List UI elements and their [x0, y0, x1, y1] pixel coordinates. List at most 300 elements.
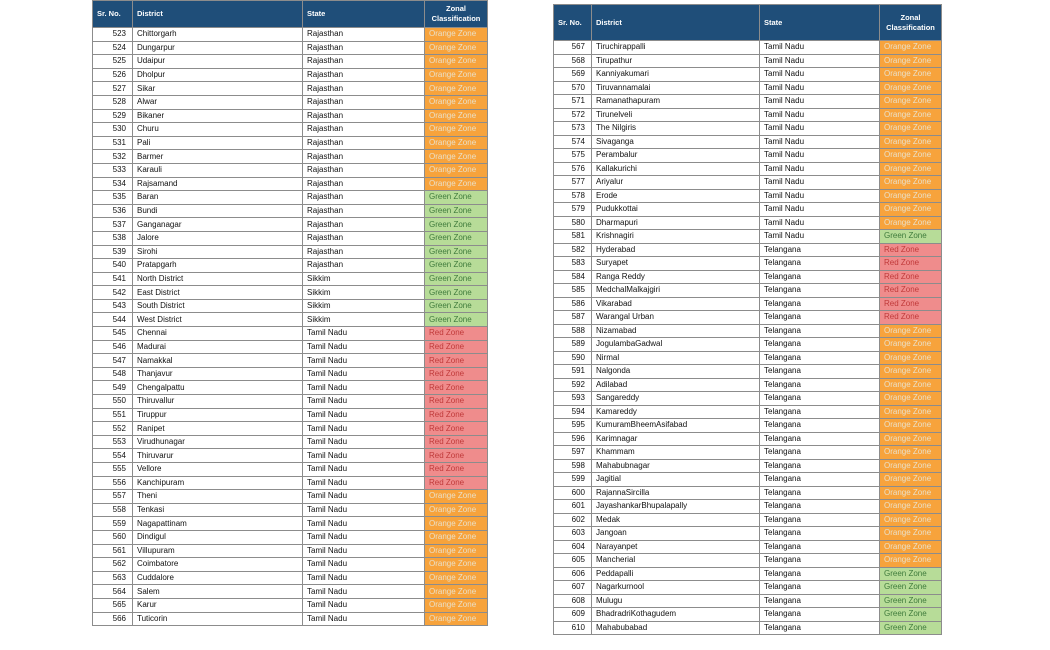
- table-row: [554, 297, 942, 311]
- sr-no-cell: 564: [93, 585, 133, 599]
- zone-cell: Green Zone: [425, 259, 488, 273]
- sr-no-cell: 528: [93, 95, 133, 109]
- district-cell: Nagarkurnool: [592, 581, 760, 595]
- state-cell: Telangana: [760, 500, 880, 514]
- district-cell: Sivaganga: [592, 135, 760, 149]
- table-row: [93, 123, 488, 137]
- zone-cell: Orange Zone: [880, 554, 942, 568]
- sr-no-cell: 532: [93, 150, 133, 164]
- zone-cell: Green Zone: [425, 299, 488, 313]
- header-district: District: [133, 1, 303, 28]
- table-row: [93, 28, 488, 42]
- header-state: State: [760, 5, 880, 41]
- sr-no-cell: 560: [93, 530, 133, 544]
- table-row: [554, 149, 942, 163]
- district-cell: Jalore: [133, 231, 303, 245]
- table-row: [554, 270, 942, 284]
- zone-cell: Green Zone: [425, 313, 488, 327]
- table-row: [93, 136, 488, 150]
- sr-no-cell: 536: [93, 204, 133, 218]
- state-cell: Tamil Nadu: [760, 203, 880, 217]
- table-row: [554, 216, 942, 230]
- sr-no-cell: 525: [93, 55, 133, 69]
- table-row: [554, 54, 942, 68]
- district-cell: Coimbatore: [133, 558, 303, 572]
- sr-no-cell: 579: [554, 203, 592, 217]
- state-cell: Rajasthan: [303, 123, 425, 137]
- sr-no-cell: 602: [554, 513, 592, 527]
- table-row: [554, 432, 942, 446]
- table-row: [93, 218, 488, 232]
- zone-cell: Orange Zone: [880, 203, 942, 217]
- table-row: [554, 189, 942, 203]
- zone-cell: Orange Zone: [425, 55, 488, 69]
- table-row: [554, 621, 942, 635]
- state-cell: Sikkim: [303, 299, 425, 313]
- district-cell: JayashankarBhupalapally: [592, 500, 760, 514]
- state-cell: Telangana: [760, 432, 880, 446]
- state-cell: Telangana: [760, 540, 880, 554]
- zone-cell: Green Zone: [880, 581, 942, 595]
- sr-no-cell: 535: [93, 191, 133, 205]
- state-cell: Tamil Nadu: [760, 230, 880, 244]
- table-row: [554, 108, 942, 122]
- table-row: [93, 41, 488, 55]
- zone-cell: Red Zone: [425, 476, 488, 490]
- table-row: [93, 177, 488, 191]
- sr-no-cell: 557: [93, 490, 133, 504]
- district-cell: KumuramBheemAsifabad: [592, 419, 760, 433]
- zone-cell: Red Zone: [880, 243, 942, 257]
- table-row: [554, 95, 942, 109]
- sr-no-cell: 524: [93, 41, 133, 55]
- zone-cell: Red Zone: [425, 463, 488, 477]
- state-cell: Rajasthan: [303, 163, 425, 177]
- table-row: [554, 257, 942, 271]
- state-cell: Telangana: [760, 378, 880, 392]
- district-cell: Jagitial: [592, 473, 760, 487]
- district-cell: Perambalur: [592, 149, 760, 163]
- state-cell: Tamil Nadu: [760, 54, 880, 68]
- table-row: [554, 581, 942, 595]
- district-cell: Tirunelveli: [592, 108, 760, 122]
- state-cell: Tamil Nadu: [303, 503, 425, 517]
- table-row: [554, 81, 942, 95]
- table-header-row: [93, 1, 488, 28]
- table-row: [554, 405, 942, 419]
- sr-no-cell: 552: [93, 422, 133, 436]
- state-cell: Tamil Nadu: [760, 41, 880, 55]
- zone-cell: Orange Zone: [880, 486, 942, 500]
- district-cell: Barmer: [133, 150, 303, 164]
- state-cell: Rajasthan: [303, 218, 425, 232]
- district-cell: Vellore: [133, 463, 303, 477]
- district-cell: Churu: [133, 123, 303, 137]
- table-row: [93, 340, 488, 354]
- state-cell: Telangana: [760, 270, 880, 284]
- zone-cell: Orange Zone: [880, 338, 942, 352]
- sr-no-cell: 554: [93, 449, 133, 463]
- sr-no-cell: 523: [93, 28, 133, 42]
- sr-no-cell: 553: [93, 435, 133, 449]
- district-cell: Bundi: [133, 204, 303, 218]
- zone-cell: Orange Zone: [880, 351, 942, 365]
- table-row: [554, 392, 942, 406]
- header-zonal-classification: Zonal Classification: [880, 5, 942, 41]
- sr-no-cell: 561: [93, 544, 133, 558]
- state-cell: Telangana: [760, 338, 880, 352]
- zone-cell: Orange Zone: [880, 419, 942, 433]
- district-cell: Mulugu: [592, 594, 760, 608]
- district-cell: Ranga Reddy: [592, 270, 760, 284]
- table-row: [93, 163, 488, 177]
- state-cell: Rajasthan: [303, 68, 425, 82]
- sr-no-cell: 588: [554, 324, 592, 338]
- table-row: [93, 463, 488, 477]
- state-cell: Tamil Nadu: [303, 598, 425, 612]
- district-cell: East District: [133, 286, 303, 300]
- zone-cell: Red Zone: [425, 422, 488, 436]
- district-cell: Tiruvannamalai: [592, 81, 760, 95]
- state-cell: Rajasthan: [303, 231, 425, 245]
- table-row: [554, 378, 942, 392]
- district-cell: Pratapgarh: [133, 259, 303, 273]
- district-cell: Theni: [133, 490, 303, 504]
- state-cell: Telangana: [760, 567, 880, 581]
- state-cell: Telangana: [760, 311, 880, 325]
- zone-cell: Orange Zone: [880, 135, 942, 149]
- sr-no-cell: 608: [554, 594, 592, 608]
- zone-cell: Green Zone: [880, 230, 942, 244]
- district-cell: Dindigul: [133, 530, 303, 544]
- sr-no-cell: 539: [93, 245, 133, 259]
- sr-no-cell: 565: [93, 598, 133, 612]
- sr-no-cell: 547: [93, 354, 133, 368]
- table-row: [554, 324, 942, 338]
- state-cell: Tamil Nadu: [303, 327, 425, 341]
- sr-no-cell: 585: [554, 284, 592, 298]
- state-cell: Tamil Nadu: [760, 149, 880, 163]
- district-cell: Rajsamand: [133, 177, 303, 191]
- district-cell: Ariyalur: [592, 176, 760, 190]
- zone-cell: Red Zone: [425, 395, 488, 409]
- state-cell: Telangana: [760, 486, 880, 500]
- sr-no-cell: 583: [554, 257, 592, 271]
- sr-no-cell: 530: [93, 123, 133, 137]
- zone-cell: Orange Zone: [425, 136, 488, 150]
- table-row: [554, 68, 942, 82]
- district-cell: Tenkasi: [133, 503, 303, 517]
- state-cell: Tamil Nadu: [760, 81, 880, 95]
- table-row: [93, 395, 488, 409]
- zone-cell: Orange Zone: [425, 544, 488, 558]
- state-cell: Rajasthan: [303, 259, 425, 273]
- table-row: [93, 381, 488, 395]
- state-cell: Telangana: [760, 297, 880, 311]
- sr-no-cell: 542: [93, 286, 133, 300]
- zone-cell: Orange Zone: [425, 68, 488, 82]
- sr-no-cell: 573: [554, 122, 592, 136]
- sr-no-cell: 533: [93, 163, 133, 177]
- zone-cell: Orange Zone: [425, 95, 488, 109]
- sr-no-cell: 576: [554, 162, 592, 176]
- sr-no-cell: 610: [554, 621, 592, 635]
- zone-cell: Orange Zone: [425, 28, 488, 42]
- table-row: [554, 527, 942, 541]
- state-cell: Sikkim: [303, 286, 425, 300]
- header-district: District: [592, 5, 760, 41]
- state-cell: Tamil Nadu: [303, 354, 425, 368]
- state-cell: Telangana: [760, 446, 880, 460]
- header-sr-no: Sr. No.: [554, 5, 592, 41]
- sr-no-cell: 606: [554, 567, 592, 581]
- zone-cell: Orange Zone: [880, 513, 942, 527]
- sr-no-cell: 544: [93, 313, 133, 327]
- zone-cell: Orange Zone: [425, 585, 488, 599]
- zone-cell: Orange Zone: [425, 123, 488, 137]
- district-cell: Baran: [133, 191, 303, 205]
- table-row: [93, 558, 488, 572]
- sr-no-cell: 580: [554, 216, 592, 230]
- zone-cell: Orange Zone: [425, 598, 488, 612]
- sr-no-cell: 538: [93, 231, 133, 245]
- zone-cell: Orange Zone: [880, 189, 942, 203]
- sr-no-cell: 550: [93, 395, 133, 409]
- zone-cell: Green Zone: [425, 245, 488, 259]
- district-cell: South District: [133, 299, 303, 313]
- sr-no-cell: 569: [554, 68, 592, 82]
- state-cell: Telangana: [760, 243, 880, 257]
- state-cell: Telangana: [760, 324, 880, 338]
- table-row: [554, 446, 942, 460]
- zone-cell: Orange Zone: [880, 149, 942, 163]
- state-cell: Telangana: [760, 594, 880, 608]
- table-row: [93, 286, 488, 300]
- zone-cell: Orange Zone: [425, 150, 488, 164]
- table-row: [554, 203, 942, 217]
- district-cell: Sikar: [133, 82, 303, 96]
- header-sr-no: Sr. No.: [93, 1, 133, 28]
- table-row: [554, 176, 942, 190]
- district-cell: Suryapet: [592, 257, 760, 271]
- state-cell: Tamil Nadu: [760, 108, 880, 122]
- table-row: [93, 354, 488, 368]
- table-row: [554, 500, 942, 514]
- state-cell: Rajasthan: [303, 95, 425, 109]
- sr-no-cell: 531: [93, 136, 133, 150]
- sr-no-cell: 572: [554, 108, 592, 122]
- state-cell: Rajasthan: [303, 245, 425, 259]
- district-cell: Sangareddy: [592, 392, 760, 406]
- sr-no-cell: 593: [554, 392, 592, 406]
- state-cell: Tamil Nadu: [303, 476, 425, 490]
- sr-no-cell: 570: [554, 81, 592, 95]
- state-cell: Tamil Nadu: [303, 422, 425, 436]
- district-cell: MedchalMalkajgiri: [592, 284, 760, 298]
- table-row: [93, 585, 488, 599]
- state-cell: Tamil Nadu: [303, 585, 425, 599]
- zone-cell: Green Zone: [425, 204, 488, 218]
- zone-cell: Red Zone: [425, 408, 488, 422]
- state-cell: Sikkim: [303, 313, 425, 327]
- sr-no-cell: 545: [93, 327, 133, 341]
- table-row: [93, 435, 488, 449]
- sr-no-cell: 577: [554, 176, 592, 190]
- zone-table-left: [92, 0, 488, 626]
- state-cell: Tamil Nadu: [760, 95, 880, 109]
- sr-no-cell: 584: [554, 270, 592, 284]
- zone-cell: Orange Zone: [425, 490, 488, 504]
- state-cell: Telangana: [760, 351, 880, 365]
- district-cell: BhadradriKothagudem: [592, 608, 760, 622]
- table-row: [554, 540, 942, 554]
- sr-no-cell: 582: [554, 243, 592, 257]
- district-cell: Dharmapuri: [592, 216, 760, 230]
- district-cell: Chennai: [133, 327, 303, 341]
- district-cell: Peddapalli: [592, 567, 760, 581]
- district-cell: Warangal Urban: [592, 311, 760, 325]
- district-cell: Thiruvarur: [133, 449, 303, 463]
- state-cell: Tamil Nadu: [760, 176, 880, 190]
- sr-no-cell: 604: [554, 540, 592, 554]
- district-cell: Tirupathur: [592, 54, 760, 68]
- state-cell: Rajasthan: [303, 136, 425, 150]
- state-cell: Tamil Nadu: [303, 558, 425, 572]
- district-cell: Hyderabad: [592, 243, 760, 257]
- table-row: [554, 122, 942, 136]
- district-cell: Thanjavur: [133, 367, 303, 381]
- sr-no-cell: 607: [554, 581, 592, 595]
- state-cell: Telangana: [760, 621, 880, 635]
- sr-no-cell: 566: [93, 612, 133, 626]
- state-cell: Telangana: [760, 392, 880, 406]
- sr-no-cell: 596: [554, 432, 592, 446]
- zone-cell: Green Zone: [425, 218, 488, 232]
- sr-no-cell: 578: [554, 189, 592, 203]
- district-cell: The Nilgiris: [592, 122, 760, 136]
- district-cell: Chittorgarh: [133, 28, 303, 42]
- district-cell: Mahabubnagar: [592, 459, 760, 473]
- zone-cell: Red Zone: [425, 381, 488, 395]
- sr-no-cell: 555: [93, 463, 133, 477]
- table-row: [554, 41, 942, 55]
- state-cell: Tamil Nadu: [760, 122, 880, 136]
- district-cell: Adilabad: [592, 378, 760, 392]
- district-cell: Vikarabad: [592, 297, 760, 311]
- sr-no-cell: 574: [554, 135, 592, 149]
- sr-no-cell: 598: [554, 459, 592, 473]
- district-cell: Medak: [592, 513, 760, 527]
- state-cell: Telangana: [760, 459, 880, 473]
- zone-cell: Orange Zone: [880, 500, 942, 514]
- table-row: [554, 162, 942, 176]
- table-row: [93, 299, 488, 313]
- district-cell: Nizamabad: [592, 324, 760, 338]
- district-cell: Karauli: [133, 163, 303, 177]
- district-cell: Alwar: [133, 95, 303, 109]
- table-row: [93, 191, 488, 205]
- sr-no-cell: 543: [93, 299, 133, 313]
- table-row: [93, 408, 488, 422]
- district-cell: Chengalpattu: [133, 381, 303, 395]
- district-cell: Narayanpet: [592, 540, 760, 554]
- state-cell: Tamil Nadu: [303, 517, 425, 531]
- zone-cell: Orange Zone: [880, 459, 942, 473]
- zone-cell: Orange Zone: [880, 68, 942, 82]
- zone-cell: Orange Zone: [425, 41, 488, 55]
- state-cell: Tamil Nadu: [303, 544, 425, 558]
- district-cell: Nirmal: [592, 351, 760, 365]
- district-cell: Dholpur: [133, 68, 303, 82]
- zone-cell: Red Zone: [425, 340, 488, 354]
- table-row: [554, 311, 942, 325]
- district-cell: Bikaner: [133, 109, 303, 123]
- district-cell: Villupuram: [133, 544, 303, 558]
- district-cell: Ramanathapuram: [592, 95, 760, 109]
- table-row: [93, 272, 488, 286]
- state-cell: Rajasthan: [303, 204, 425, 218]
- state-cell: Tamil Nadu: [303, 367, 425, 381]
- district-cell: Madurai: [133, 340, 303, 354]
- district-cell: Mahabubabad: [592, 621, 760, 635]
- district-cell: Namakkal: [133, 354, 303, 368]
- table-row: [93, 204, 488, 218]
- sr-no-cell: 540: [93, 259, 133, 273]
- zone-cell: Red Zone: [880, 311, 942, 325]
- table-row: [93, 422, 488, 436]
- sr-no-cell: 581: [554, 230, 592, 244]
- sr-no-cell: 590: [554, 351, 592, 365]
- state-cell: Tamil Nadu: [303, 395, 425, 409]
- zone-cell: Orange Zone: [425, 109, 488, 123]
- district-cell: Nagapattinam: [133, 517, 303, 531]
- district-cell: Nalgonda: [592, 365, 760, 379]
- zone-cell: Orange Zone: [425, 571, 488, 585]
- table-row: [554, 567, 942, 581]
- zone-cell: Orange Zone: [880, 54, 942, 68]
- state-cell: Rajasthan: [303, 55, 425, 69]
- sr-no-cell: 556: [93, 476, 133, 490]
- district-cell: Kanchipuram: [133, 476, 303, 490]
- zone-cell: Green Zone: [880, 594, 942, 608]
- state-cell: Rajasthan: [303, 82, 425, 96]
- sr-no-cell: 534: [93, 177, 133, 191]
- state-cell: Telangana: [760, 527, 880, 541]
- zone-cell: Orange Zone: [425, 163, 488, 177]
- zone-cell: Green Zone: [425, 272, 488, 286]
- district-cell: Kallakurichi: [592, 162, 760, 176]
- table-row: [93, 571, 488, 585]
- zone-cell: Red Zone: [880, 297, 942, 311]
- sr-no-cell: 597: [554, 446, 592, 460]
- district-cell: Tiruppur: [133, 408, 303, 422]
- state-cell: Tamil Nadu: [303, 612, 425, 626]
- zone-cell: Orange Zone: [425, 612, 488, 626]
- district-cell: Sirohi: [133, 245, 303, 259]
- sr-no-cell: 599: [554, 473, 592, 487]
- zone-cell: Orange Zone: [425, 82, 488, 96]
- header-zonal-classification: Zonal Classification: [425, 1, 488, 28]
- state-cell: Telangana: [760, 257, 880, 271]
- sr-no-cell: 605: [554, 554, 592, 568]
- zone-cell: Green Zone: [425, 286, 488, 300]
- district-cell: Tuticorin: [133, 612, 303, 626]
- sr-no-cell: 549: [93, 381, 133, 395]
- state-cell: Telangana: [760, 473, 880, 487]
- zone-cell: Red Zone: [880, 257, 942, 271]
- zone-cell: Red Zone: [425, 354, 488, 368]
- district-cell: Khammam: [592, 446, 760, 460]
